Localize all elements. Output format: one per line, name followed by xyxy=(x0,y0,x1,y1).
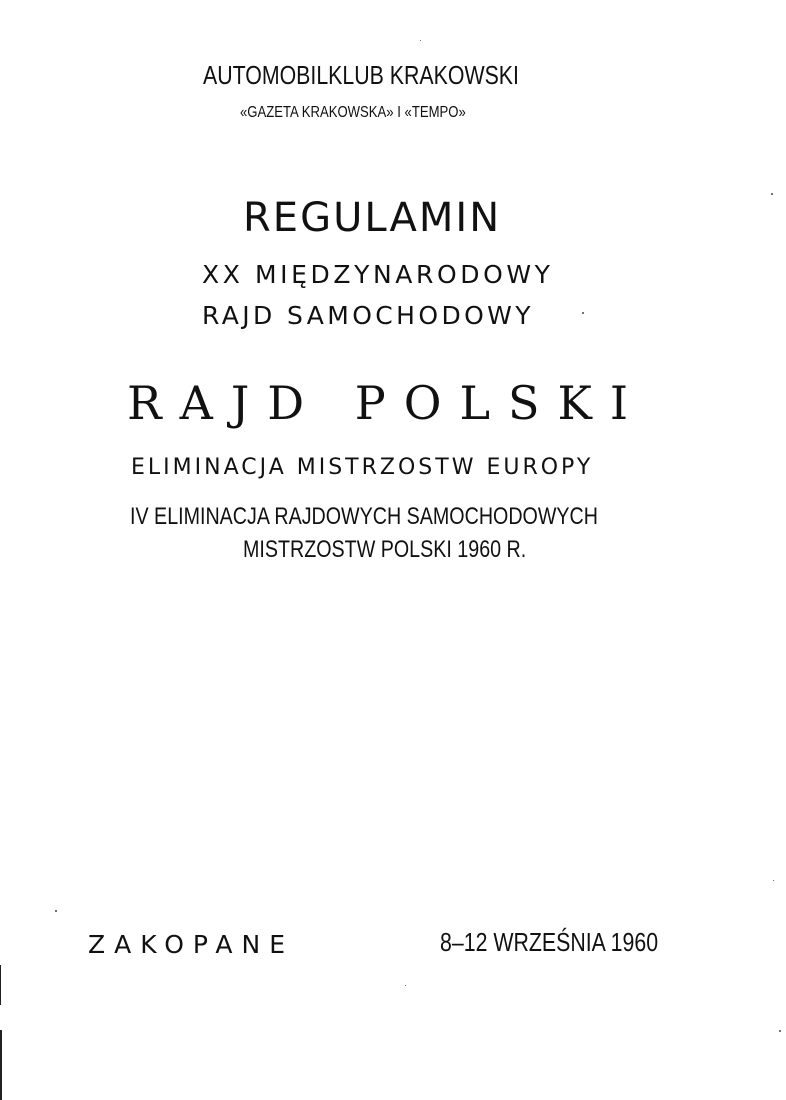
scan-speck xyxy=(773,880,774,881)
scan-speck xyxy=(55,910,57,912)
document-heading: REGULAMIN xyxy=(243,195,502,241)
scan-speck xyxy=(420,40,421,41)
event-name: RAJD POLSKI xyxy=(127,376,647,430)
event-type-line-2: RAJD SAMOCHODOWY xyxy=(202,301,534,330)
championship-line-1: IV ELIMINACJA RAJDOWYCH SAMOCHODOWYCH xyxy=(130,503,598,530)
event-subtitle: ELIMINACJA MISTRZOSTW EUROPY xyxy=(131,455,594,480)
event-type-line-1: XX MIĘDZYNARODOWY xyxy=(202,260,554,289)
scan-speck xyxy=(405,985,406,986)
scan-edge-mark xyxy=(0,1030,2,1100)
organizer-name: AUTOMOBILKLUB KRAKOWSKI xyxy=(203,60,519,90)
scan-speck xyxy=(779,1030,781,1032)
event-location: ZAKOPANE xyxy=(88,930,295,959)
scan-edge-mark xyxy=(0,965,1,1005)
championship-line-2: MISTRZOSTW POLSKI 1960 R. xyxy=(243,536,527,563)
scan-speck xyxy=(771,193,773,195)
co-organizers: «GAZETA KRAKOWSKA» I «TEMPO» xyxy=(240,104,466,121)
scan-speck xyxy=(582,312,584,314)
event-dates: 8–12 WRZEŚNIA 1960 xyxy=(440,927,659,957)
